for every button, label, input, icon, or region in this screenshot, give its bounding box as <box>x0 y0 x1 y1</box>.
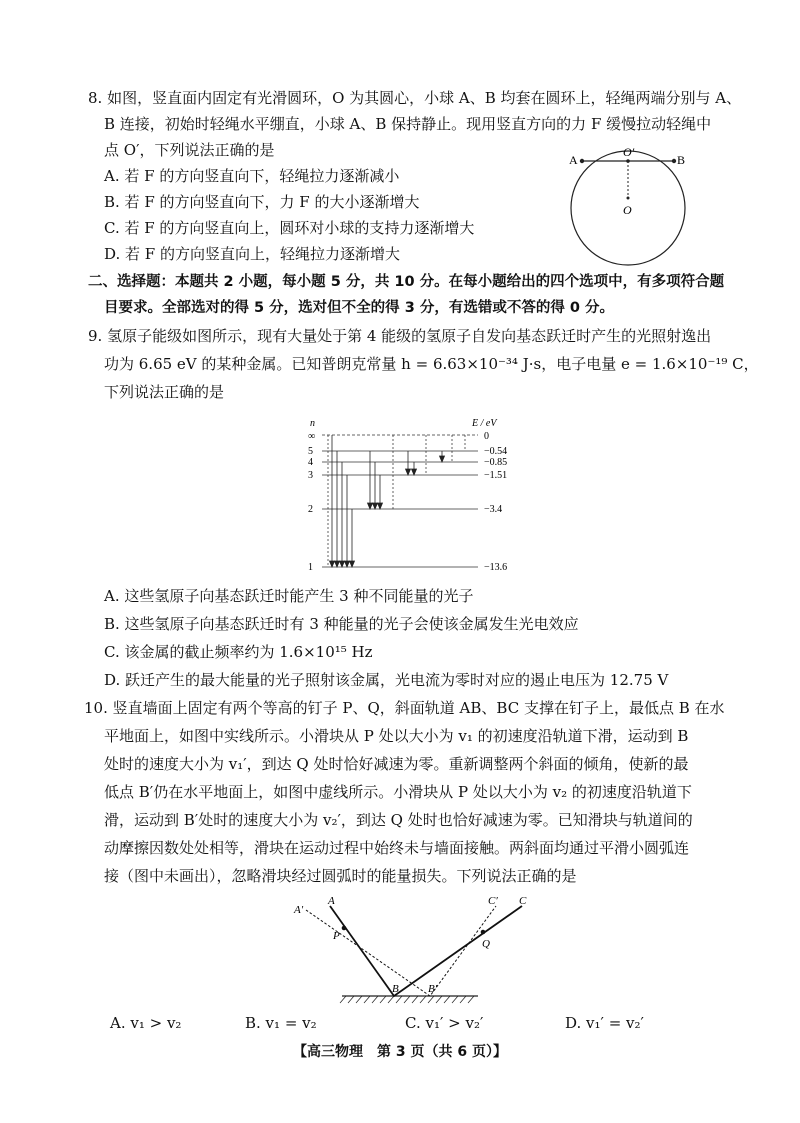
section2-title-line1: 二、选择题：本题共 2 小题，每小题 5 分，共 10 分。在每小题给出的四个选项中，有多项符合题 <box>88 274 725 290</box>
q9-text-line1: 9. 氢原子能级如图所示，现有大量处于第 4 能级的氢原子自发向基态跃迁时产生的光照射逸出 <box>88 327 712 345</box>
label-c-prime: C′ <box>488 895 498 907</box>
section2-title-line2: 目要求。全部选对的得 5 分，选对但不全的得 3 分，有选错或不答的得 0 分。 <box>104 300 615 316</box>
e-label-085: −0.85 <box>484 457 508 468</box>
q8-text-line3: 点 O′，下列说法正确的是 <box>104 141 275 159</box>
q8-option-a: A. 若 F 的方向竖直向下，轻绳拉力逐渐减小 <box>104 167 400 185</box>
axis-label-n: n <box>310 418 315 429</box>
e-label-34: −3.4 <box>484 504 503 515</box>
q8-option-c: C. 若 F 的方向竖直向上，圆环对小球的支持力逐渐增大 <box>104 219 475 237</box>
q10-option-c: C. v₁′ > v₂′ <box>405 1014 484 1032</box>
q8-label-oprime: O′ <box>623 145 635 159</box>
label-a-prime: A′ <box>294 904 304 916</box>
n-label-4: 4 <box>308 457 313 468</box>
e-label-0: 0 <box>484 431 489 442</box>
q8-option-d: D. 若 F 的方向竖直向上，轻绳拉力逐渐增大 <box>104 245 400 263</box>
q10-text-line4: 低点 B′仍在水平地面上，如图中虚线所示。小滑块从 P 处以大小为 v₂ 的初速度沿轨道下 <box>104 783 692 801</box>
n-label-5: 5 <box>308 446 313 457</box>
q10-text-line1: 10. 竖直墙面上固定有两个等高的钉子 P、Q，斜面轨道 AB、BC 支撑在钉子上，最低点 B 在水 <box>84 699 725 717</box>
label-c: C <box>519 895 527 907</box>
q8-text-line2: B 连接，初始时轻绳水平绷直，小球 A、B 保持静止。现用竖直方向的力 F 缓慢拉动轻绳中 <box>104 115 712 133</box>
q8-label-o: O <box>623 203 632 217</box>
incline-track-figure <box>290 892 540 1008</box>
q10-option-d: D. v₁′ = v₂′ <box>565 1014 644 1032</box>
n-label-2: 2 <box>308 504 313 515</box>
q8-option-b: B. 若 F 的方向竖直向下，力 F 的大小逐渐增大 <box>104 193 420 211</box>
e-label-151: −1.51 <box>484 470 508 481</box>
q9-option-d: D. 跃迁产生的最大能量的光子照射该金属，光电流为零时对应的遏止电压为 12.75 V <box>104 671 669 689</box>
q10-text-line5: 滑，运动到 B′处时的速度大小为 v₂′，到达 Q 处时也恰好减速为零。已知滑块与轨道间的 <box>104 811 693 829</box>
q10-text-line3: 处时的速度大小为 v₁′，到达 Q 处时恰好减速为零。重新调整两个斜面的倾角，使新的最 <box>104 755 689 773</box>
q8-label-a: A <box>569 153 578 167</box>
q8-label-b: B <box>677 153 686 167</box>
label-q: Q <box>482 938 490 950</box>
q10-text-line2: 平地面上，如图中实线所示。小滑块从 P 处以大小为 v₁ 的初速度沿轨道下滑，运动到 B <box>104 727 689 745</box>
q10-text-line6: 动摩擦因数处处相等，滑块在运动过程中始终未与墙面接触。两斜面均通过平滑小圆弧连 <box>104 839 690 857</box>
label-b: B <box>392 983 399 995</box>
label-b-prime: B′ <box>428 983 438 995</box>
q9-text-line3: 下列说法正确的是 <box>104 383 225 401</box>
q8-circle-figure <box>565 140 695 270</box>
e-label-054: −0.54 <box>484 446 508 457</box>
axis-label-energy: E / eV <box>472 418 497 429</box>
n-label-1: 1 <box>308 562 313 573</box>
label-p: P <box>333 930 340 942</box>
q9-option-c: C. 该金属的截止频率约为 1.6×10¹⁵ Hz <box>104 643 373 661</box>
q10-text-line7: 接（图中未画出），忽略滑块经过圆弧时的能量损失。下列说法正确的是 <box>104 867 577 885</box>
q10-option-a: A. v₁ > v₂ <box>110 1014 182 1032</box>
n-label-inf: ∞ <box>308 431 316 442</box>
q9-option-a: A. 这些氢原子向基态跃迁时能产生 3 种不同能量的光子 <box>104 587 474 605</box>
n-label-3: 3 <box>308 470 313 481</box>
q8-text-line1: 8. 如图，竖直面内固定有光滑圆环，O 为其圆心，小球 A、B 均套在圆环上，轻绳两端分别与 A、 <box>88 89 742 107</box>
q9-text-line2: 功为 6.65 eV 的某种金属。已知普朗克常量 h = 6.63×10⁻³⁴ J·s，电子电量 e = 1.6×10⁻¹⁹ C， <box>104 355 759 373</box>
q10-option-b: B. v₁ = v₂ <box>245 1014 317 1032</box>
energy-level-diagram <box>300 415 530 580</box>
page-footer: 【高三物理 第 3 页（共 6 页）】 <box>293 1044 507 1060</box>
e-label-136: −13.6 <box>484 562 508 573</box>
label-a: A <box>328 895 335 907</box>
q9-option-b: B. 这些氢原子向基态跃迁时有 3 种能量的光子会使该金属发生光电效应 <box>104 615 579 633</box>
